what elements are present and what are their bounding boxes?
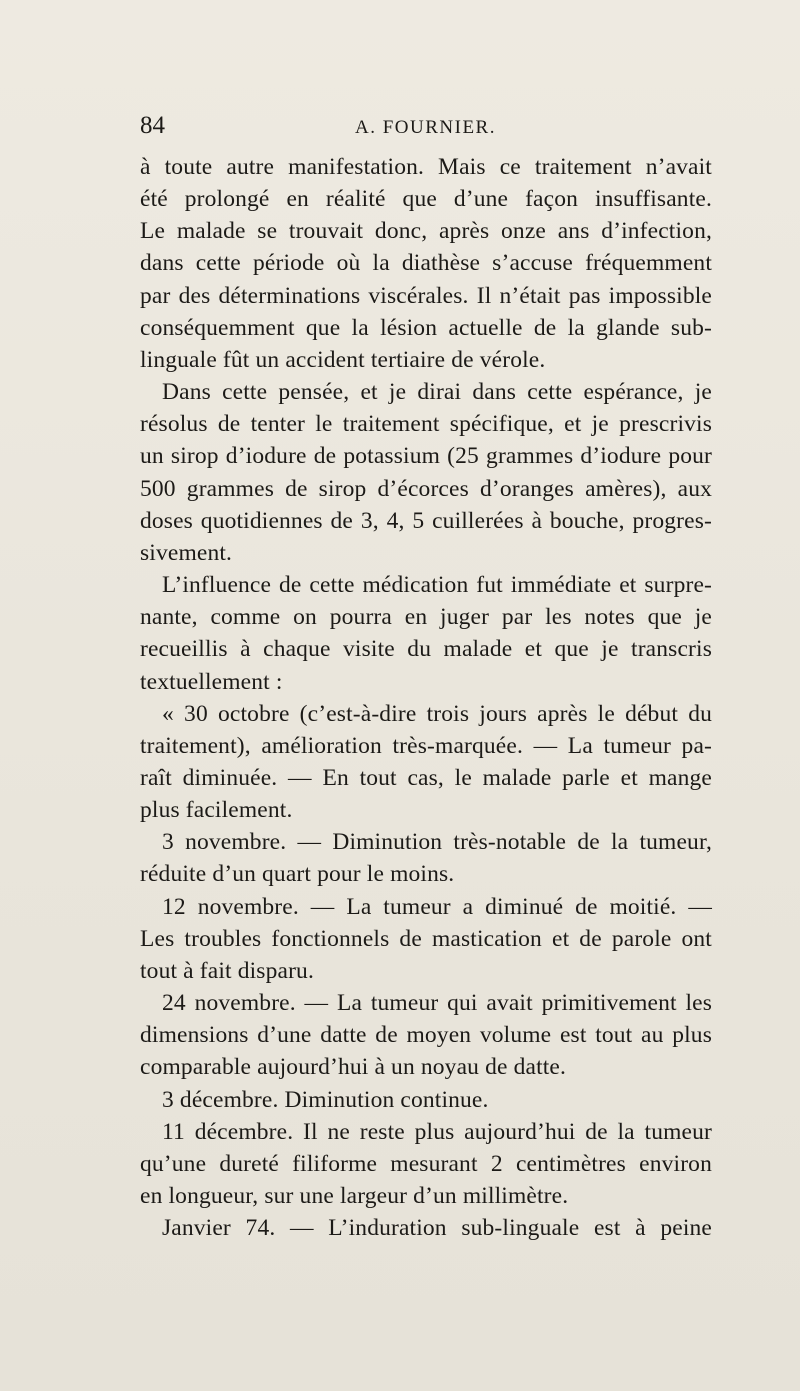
text-line: en longueur, sur une largeur d’un millimètre. — [140, 1183, 569, 1209]
text-line: plus facilement. — [140, 797, 293, 824]
paragraph-start: L’influence de cette médication fut immédiate et surpre- — [162, 572, 712, 599]
text-line: traitement), amélioration très-marquée. — La tumeur pa- — [140, 732, 712, 759]
running-head-author: A. FOURNIER. — [355, 117, 496, 138]
text-line: nante, comme on pourra en juger par les notes que je — [140, 604, 712, 631]
text-line: par des déterminations viscérales. Il n’était pas impossible — [140, 282, 712, 309]
paragraph-start: Janvier 74. — L’induration sub-linguale est à peine — [162, 1215, 712, 1242]
running-head — [140, 108, 712, 144]
text-line: dimensions d’une datte de moyen volume est tout au plus — [140, 1022, 712, 1049]
paragraph-start: 24 novembre. — La tumeur qui avait primitivement les — [162, 990, 712, 1017]
text-line: sivement. — [140, 539, 233, 566]
paragraph-start: 12 novembre. — La tumeur a diminué de moitié. — — [162, 893, 712, 920]
text-line: comparable aujourd’hui à un noyau de datte. — [140, 1054, 567, 1081]
text-line: qu’une dureté filiforme mesurant 2 centimètres environ — [140, 1150, 712, 1177]
text-line: Le malade se trouvait donc, après onze ans d’infection, — [140, 218, 712, 245]
paragraph-start: 11 décembre. Il ne reste plus aujourd’hui de la tumeur — [162, 1118, 712, 1145]
text-line: textuellement : — [140, 668, 283, 695]
paragraph-start: 3 novembre. — Diminution très-notable de la tumeur, — [162, 829, 712, 856]
text-line: un sirop d’iodure de potassium (25 grammes d’iodure pour — [140, 443, 712, 470]
text-line: dans cette période où la diathèse s’accuse fréquemment — [140, 250, 712, 277]
paragraph-start: 3 décembre. Diminution continue. — [162, 1086, 489, 1113]
text-line: raît diminuée. — En tout cas, le malade parle et mange — [140, 764, 712, 791]
text-line: 500 grammes de sirop d’écorces d’oranges amères), aux — [140, 475, 712, 502]
text-line: conséquemment que la lésion actuelle de la glande sub- — [140, 314, 712, 341]
page-number: 84 — [140, 112, 165, 139]
paragraph-start: Dans cette pensée, et je dirai dans cette espérance, je — [162, 379, 712, 406]
text-line: recueillis à chaque visite du malade et que je transcris — [140, 636, 712, 663]
text-line: Les troubles fonctionnels de mastication et de parole ont — [140, 925, 712, 952]
text-line: à toute autre manifestation. Mais ce traitement n’avait — [140, 154, 712, 180]
text-line: tout à fait disparu. — [140, 957, 314, 984]
body-text — [140, 151, 712, 1244]
paragraph-start: « 30 octobre (c’est-à-dire trois jours après le début du — [162, 700, 712, 727]
text-line: linguale fût un accident tertiaire de vérole. — [140, 346, 546, 373]
text-line: été prolongé en réalité que d’une façon insuffisante. — [140, 186, 712, 213]
text-line: doses quotidiennes de 3, 4, 5 cuillerées à bouche, progres- — [140, 507, 712, 534]
text-line: réduite d’un quart pour le moins. — [140, 861, 455, 888]
text-line: résolus de tenter le traitement spécifique, et je prescrivis — [140, 411, 712, 438]
